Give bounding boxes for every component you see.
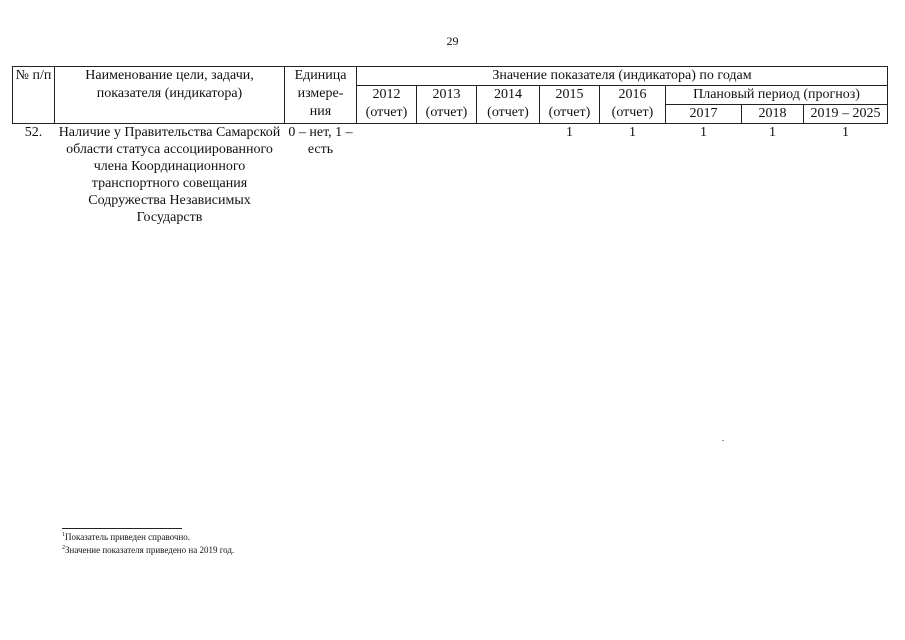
header-planned-group: Плановый период (прогноз) <box>666 86 888 105</box>
value-2016: 1 <box>600 124 666 227</box>
row-num: 52. <box>13 124 55 227</box>
header-year-2013: 2013 (отчет) <box>417 86 477 124</box>
scan-speck <box>722 440 724 441</box>
header-year-2015: 2015 (отчет) <box>540 86 600 124</box>
row-name: Наличие у Правительства Самарской области статуса ассоциированного члена Координационного транспортного совещания Содружества Независимых Государств <box>55 124 285 227</box>
footnote-1: $^1$Показатель приведен справочно. <box>62 532 191 542</box>
header-year-2017: 2017 <box>666 105 742 124</box>
header-values-group: Значение показателя (индикатора) по годам <box>357 67 888 86</box>
footnote-2: $^2$Значение показателя приведено на 2019 год. <box>62 545 235 555</box>
value-2015: 1 <box>540 124 600 227</box>
header-year-2019-2025: 2019 – 2025 <box>804 105 888 124</box>
table-row <box>13 124 888 227</box>
value-2012 <box>357 124 417 227</box>
value-2018: 1 <box>742 124 804 227</box>
value-2013 <box>417 124 477 227</box>
row-unit: 0 – нет, 1 – есть <box>285 124 357 227</box>
header-year-2014: 2014 (отчет) <box>477 86 540 124</box>
header-name: Наименование цели, задачи, показателя (индикатора) <box>55 67 285 124</box>
header-year-2018: 2018 <box>742 105 804 124</box>
value-2014 <box>477 124 540 227</box>
footnotes <box>62 528 234 556</box>
indicator-table <box>12 66 888 226</box>
footnote-rule <box>62 528 182 529</box>
page-number: 29 <box>446 34 459 48</box>
header-num: № п/п <box>13 67 55 124</box>
header-year-2016: 2016 (отчет) <box>600 86 666 124</box>
header-year-2012: 2012 (отчет) <box>357 86 417 124</box>
value-2017: 1 <box>666 124 742 227</box>
value-2019-2025: 1 <box>804 124 888 227</box>
header-unit: Единица измере-ния <box>285 67 357 124</box>
